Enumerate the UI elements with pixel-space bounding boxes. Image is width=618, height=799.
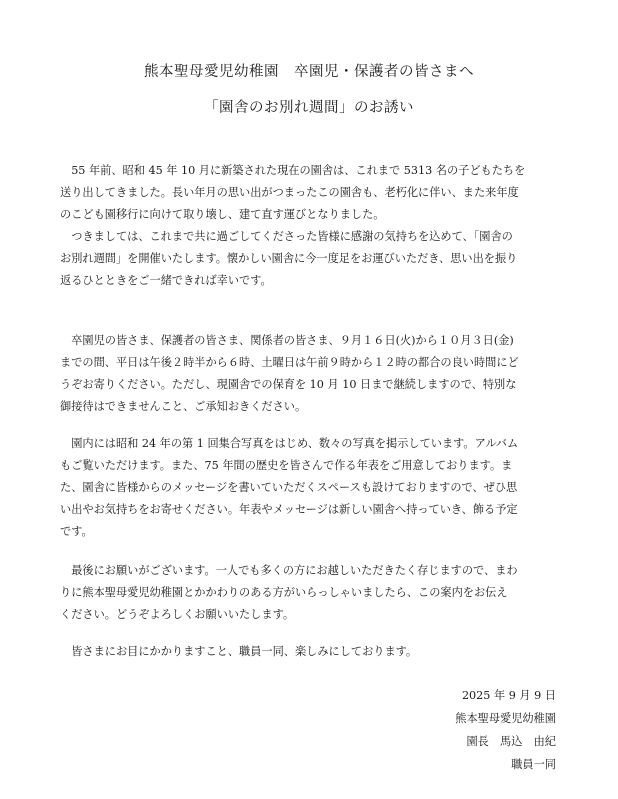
text-line: ください。どうぞよろしくお願いいたします。 <box>60 608 295 621</box>
text-line: までの間、平日は午後２時半から６時、土曜日は午前９時から１２時の都合の良い時間にど <box>60 356 519 369</box>
photos-paragraph <box>60 433 568 543</box>
text-line: 最後にお願いがございます。一人でも多くの方にお越しいただきたく存じますので、まわ <box>60 564 518 577</box>
text-line: です。 <box>60 525 93 538</box>
text-line: うぞお寄りください。ただし、現園舎での保育を 10 月 10 日まで継続しますので、特別な <box>60 378 517 391</box>
closing-paragraph <box>60 641 568 663</box>
text-line: もご覧いただけます。また、75 年間の歴史を皆さんで作る年表をご用意しております。ま <box>60 459 513 472</box>
text-line: た、園舎に皆様からのメッセージを書いていただくスペースも設けておりますので、ぜひ思 <box>60 481 518 494</box>
signature-block <box>455 684 556 776</box>
text-line: つきましては、これまで共に過ごしてくださった皆様に感謝の気持ちを込めて、「園舎の <box>60 230 513 243</box>
text-line: 園内には昭和 24 年の第 1 回集合写真をはじめ、数々の写真を掲示しています。アルバム <box>60 437 519 450</box>
text-line: りに熊本聖母愛児幼稚園とかかわりのある方がいらっしゃいましたら、この案内をお伝え <box>60 586 508 599</box>
document-title: 熊本聖母愛児幼稚園 卒園児・保護者の皆さまへ <box>144 64 474 80</box>
text-line: お別れ週間」を開催いたします。懐かしい園舎に今一度足をお運びいただき、思い出を振り <box>60 252 518 265</box>
schedule-paragraph <box>60 330 568 418</box>
request-paragraph <box>60 560 568 626</box>
text-line: 55 年前、昭和 45 年 10 月に新築された現在の園舎は、これまで 5313 名の子どもたちを <box>60 164 526 177</box>
document-subtitle: 「園舎のお別れ週間」のお誘い <box>204 100 414 116</box>
text-line: い出やお気持ちをお寄せください。年表やメッセージは新しい園舎へ持っていき、飾る予定 <box>60 503 518 516</box>
intro-paragraph <box>60 160 568 292</box>
signature-organization: 熊本聖母愛児幼稚園 <box>455 712 556 725</box>
text-line: のこども園移行に向けて取り壊し、建て直す運びとなりました。 <box>60 208 385 221</box>
text-line: 御接待はできませんこと、ご承知おきください。 <box>60 400 307 413</box>
text-line: 卒園児の皆さま、保護者の皆さま、関係者の皆さま、９月１６日(火)から１０月３日(金) <box>60 334 514 347</box>
signature-principal: 園長 馬込 由紀 <box>466 735 556 748</box>
text-line: 返るひとときをご一緒できれば幸いです。 <box>60 274 272 287</box>
signature-staff: 職員一同 <box>511 758 556 771</box>
signature-date: 2025 年 9 月 9 日 <box>461 689 556 702</box>
text-line: 送り出してきました。長い年月の思い出がつまったこの園舎も、老朽化に伴い、また来年度 <box>60 186 519 199</box>
text-line: 皆さまにお目にかかりますこと、職員一同、楽しみにしております。 <box>60 645 418 658</box>
